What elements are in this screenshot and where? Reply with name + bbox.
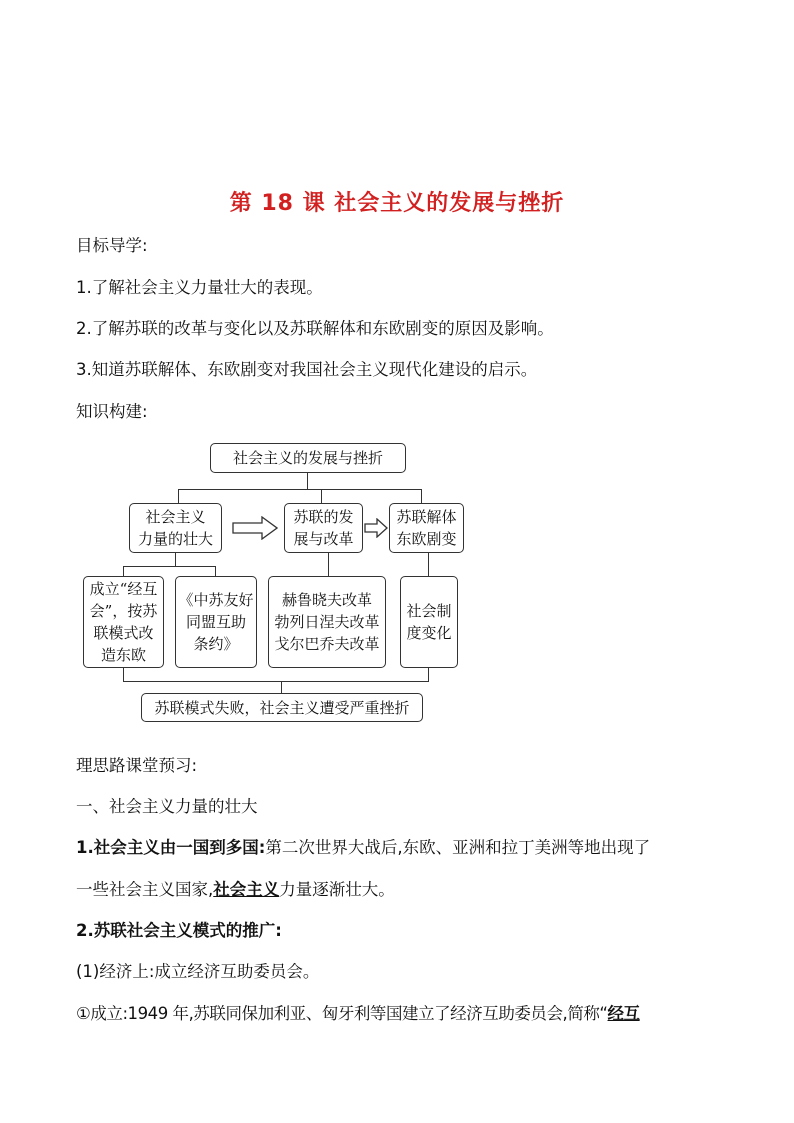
connector — [175, 553, 176, 567]
connector — [123, 668, 124, 682]
paragraph-1 — [76, 834, 650, 858]
diagram-conclusion: 苏联模式失败，社会主义遭受严重挫折 — [141, 693, 423, 722]
diagram-leaf-system-change: 社会制 度变化 — [400, 576, 458, 668]
page-title: 第 18 课 社会主义的发展与挫折 — [229, 191, 565, 216]
paragraph-2-heading: 2.苏联社会主义模式的推广: — [76, 921, 282, 940]
connector — [178, 489, 422, 490]
goal-item: 3.知道苏联解体、东欧剧变对我国社会主义现代化建设的启示。 — [76, 360, 538, 379]
paragraph-text: 一些社会主义国家, — [76, 880, 214, 899]
paragraph-1-cont — [76, 876, 395, 900]
connector — [123, 681, 429, 682]
key-term: 经互 — [607, 1004, 640, 1023]
connector — [123, 566, 216, 567]
diagram-branch-growth: 社会主义 力量的壮大 — [129, 503, 222, 553]
diagram-leaf-treaty: 《中苏友好 同盟互助 条约》 — [175, 576, 257, 668]
goals-heading: 目标导学: — [76, 236, 148, 255]
preview-heading: 理思路课堂预习: — [76, 756, 198, 775]
connector — [421, 489, 422, 503]
connector — [428, 553, 429, 576]
connector — [321, 489, 322, 503]
goal-item: 1.了解社会主义力量壮大的表现。 — [76, 278, 323, 297]
knowledge-heading: 知识构建: — [76, 402, 148, 421]
connector — [123, 566, 124, 576]
diagram-branch-reform: 苏联的发 展与改革 — [284, 503, 363, 553]
arrow-icon — [232, 516, 278, 540]
paragraph-text: 第二次世界大战后,东欧、亚洲和拉丁美洲等地出现了 — [265, 838, 651, 857]
connector — [428, 668, 429, 682]
paragraph-4 — [76, 1000, 640, 1024]
paragraph-3: (1)经济上:成立经济互助委员会。 — [76, 962, 320, 981]
connector — [281, 681, 282, 693]
goal-item: 2.了解苏联的改革与变化以及苏联解体和东欧剧变的原因及影响。 — [76, 319, 554, 338]
section-heading: 一、社会主义力量的壮大 — [76, 797, 258, 816]
paragraph-text: 力量逐渐壮大。 — [279, 880, 395, 899]
diagram-leaf-reforms: 赫鲁晓夫改革 勃列日涅夫改革 戈尔巴乔夫改革 — [268, 576, 386, 668]
paragraph-lead: 1.社会主义由一国到多国: — [76, 838, 266, 857]
key-term: 社会主义 — [213, 880, 280, 899]
connector — [178, 489, 179, 503]
connector — [215, 566, 216, 576]
arrow-icon — [364, 518, 388, 538]
diagram-branch-collapse: 苏联解体 东欧剧变 — [389, 503, 464, 553]
diagram-root: 社会主义的发展与挫折 — [210, 443, 406, 473]
connector — [307, 473, 308, 490]
diagram-leaf-comecon: 成立“经互 会”，按苏 联模式改 造东欧 — [83, 576, 164, 668]
paragraph-text: ①成立:1949 年,苏联同保加利亚、匈牙利等国建立了经济互助委员会,简称“ — [76, 1004, 608, 1023]
connector — [328, 553, 329, 576]
